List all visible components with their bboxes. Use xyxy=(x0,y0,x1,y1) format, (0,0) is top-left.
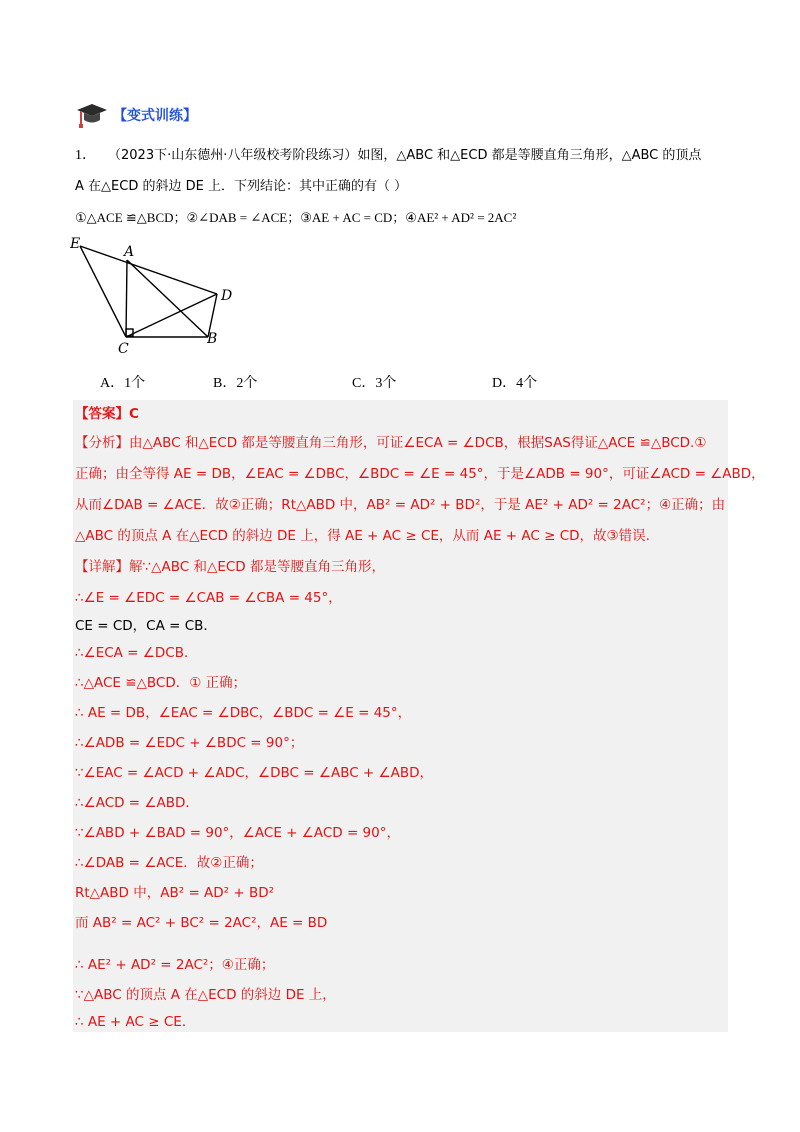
detail-line-8: ∵∠EAC = ∠ACD + ∠ADC，∠DBC = ∠ABC + ∠ABD， xyxy=(75,765,434,781)
detail-line-3: CE = CD，CA = CB． xyxy=(75,618,217,634)
option-b: B．2个 xyxy=(213,376,258,391)
question-text-1: 如图，△ABC 和△ECD 都是等腰直角三角形，△ABC 的顶点 xyxy=(357,148,702,163)
graduation-cap-icon xyxy=(75,101,109,129)
label-C: C xyxy=(118,341,129,356)
label-D: D xyxy=(221,288,233,304)
detail-line-16: ∴ AE + AC ≥ CE． xyxy=(75,1014,196,1030)
detail-line-15: ∵△ABC 的顶点 A 在△ECD 的斜边 DE 上， xyxy=(75,987,336,1003)
question-conclusions: ①△ACE ≌△BCD；②∠DAB = ∠ACE；③AE + AC = CD；④AE² + AD² = 2AC² xyxy=(75,210,517,225)
detail-line-2: ∴∠E = ∠EDC = ∠CAB = ∠CBA = 45°， xyxy=(75,590,342,606)
detail-line-6: ∴ AE = DB，∠EAC = ∠DBC，∠BDC = ∠E = 45°， xyxy=(75,705,412,721)
section-header xyxy=(75,100,197,130)
question-line-2: A 在△ECD 的斜边 DE 上．下列结论：其中正确的有（ ） xyxy=(75,179,408,194)
answer-label: 【答案】C xyxy=(75,406,139,422)
option-a: A．1个 xyxy=(100,376,146,391)
detail-line-13: 而 AB² = AC² + BC² = 2AC²，AE = BD xyxy=(75,915,328,931)
question-source: （2023下·山东德州·八年级校考阶段练习） xyxy=(108,148,358,163)
option-d: D．4个 xyxy=(492,376,538,391)
detail-line-9: ∴∠ACD = ∠ABD． xyxy=(75,795,199,811)
geometry-figure xyxy=(70,236,250,356)
detail-line-11: ∴∠DAB = ∠ACE．故②正确； xyxy=(75,855,263,871)
detail-line-7: ∴∠ADB = ∠EDC + ∠BDC = 90°； xyxy=(75,735,304,751)
detail-line-1: 【详解】解∵△ABC 和△ECD 都是等腰直角三角形， xyxy=(75,559,385,575)
analysis-line-2: 正确；由全等得 AE = DB，∠EAC = ∠DBC，∠BDC = ∠E = 45°，于是∠ADB = 90°，可证∠ACD = ∠ABD， xyxy=(75,466,765,482)
detail-line-14: ∴ AE² + AD² = 2AC²；④正确； xyxy=(75,957,275,973)
question-number: 1． xyxy=(75,148,96,163)
label-B: B xyxy=(207,331,218,347)
section-title: 【变式训练】 xyxy=(113,108,197,124)
analysis-line-3: 从而∠DAB = ∠ACE．故②正确；Rt△ABD 中，AB² = AD² + BD²，于是 AE² + AD² = 2AC²；④正确；由 xyxy=(75,497,726,513)
detail-line-10: ∵∠ABD + ∠BAD = 90°，∠ACE + ∠ACD = 90°， xyxy=(75,825,400,841)
question-line-1 xyxy=(75,146,701,166)
analysis-line-4: △ABC 的顶点 A 在△ECD 的斜边 DE 上，得 AE + AC ≥ CE，从而 AE + AC ≥ CD，故③错误. xyxy=(75,528,650,544)
label-E: E xyxy=(70,236,81,252)
label-A: A xyxy=(124,244,135,260)
detail-line-12: Rt△ABD 中，AB² = AD² + BD² xyxy=(75,885,275,901)
detail-line-4: ∴∠ECA = ∠DCB． xyxy=(75,645,198,661)
option-c: C．3个 xyxy=(352,376,397,391)
analysis-line-1: 【分析】由△ABC 和△ECD 都是等腰直角三角形，可证∠ECA = ∠DCB，根据SAS得证△ACE ≌△BCD.① xyxy=(75,435,707,451)
detail-line-5: ∴△ACE ≌△BCD．① 正确； xyxy=(75,675,247,691)
